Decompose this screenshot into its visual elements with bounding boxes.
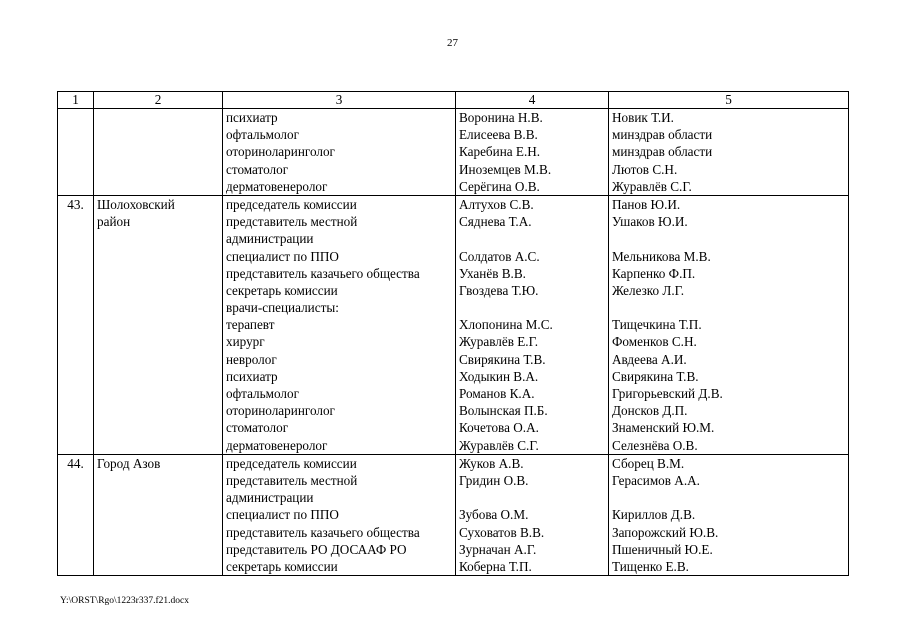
- role-cell-line: дерматовенеролог: [226, 178, 328, 194]
- reserve-member-cell-line: Знаменский Ю.М.: [612, 420, 715, 436]
- main-member-cell-line: Серёгина О.В.: [459, 178, 540, 194]
- role-cell-line: секретарь комиссии: [226, 558, 338, 574]
- reserve-member-cell-line: Герасимов А.А.: [612, 472, 700, 488]
- header-cell-1: 1: [58, 92, 94, 109]
- main-member-cell-line: Романов К.А.: [459, 386, 535, 401]
- role-cell-line: хирург: [226, 334, 265, 350]
- main-member-cell: [456, 454, 609, 575]
- header-cell-5: 5: [609, 92, 849, 109]
- reserve-member-cell-line: Свирякина Т.В.: [612, 368, 699, 384]
- role-cell-line: терапевт: [226, 317, 275, 333]
- district-cell: [94, 195, 223, 454]
- role-cell-line: администрации: [226, 231, 314, 247]
- main-member-cell-line: Зурначан А.Г.: [459, 541, 537, 557]
- role-cell-line: оториноларинголог: [226, 144, 335, 160]
- role-cell-line: стоматолог: [226, 420, 289, 436]
- role-cell-line: оториноларинголог: [226, 403, 335, 419]
- district-cell-line: Шолоховский: [97, 196, 175, 212]
- reserve-member-cell-line: Запорожский Ю.В.: [612, 524, 719, 540]
- role-cell: [223, 454, 456, 575]
- row-number: [58, 109, 94, 196]
- reserve-member-cell-line: Тищечкина Т.П.: [612, 317, 702, 333]
- main-member-cell-line: Жуков А.В.: [459, 455, 524, 471]
- main-member-cell-line: [459, 299, 605, 316]
- role-cell-line: секретарь комиссии: [226, 282, 338, 298]
- header-cell-4: 4: [456, 92, 609, 109]
- reserve-member-cell: [609, 454, 849, 575]
- reserve-member-cell-line: минздрав области: [612, 127, 713, 143]
- main-member-cell-line: Волынская П.Б.: [459, 403, 548, 419]
- reserve-member-cell-line: Кириллов Д.В.: [612, 507, 696, 523]
- district-cell: [94, 454, 223, 575]
- reserve-member-cell-line: Сборец В.М.: [612, 455, 685, 471]
- role-cell-line: представитель казачьего общества: [226, 524, 420, 540]
- header-cell-2: 2: [94, 92, 223, 109]
- main-member-cell: [456, 195, 609, 454]
- main-member-cell-line: Воронина Н.В.: [459, 110, 543, 125]
- main-member-cell-line: Алтухов С.В.: [459, 196, 534, 212]
- table-row: [58, 195, 849, 454]
- main-member-cell-line: [459, 230, 605, 247]
- main-member-cell-line: Зубова О.М.: [459, 507, 529, 523]
- role-cell-line: невролог: [226, 351, 277, 367]
- reserve-member-cell-line: Селезнёва О.В.: [612, 437, 698, 453]
- reserve-member-cell-line: Новик Т.И.: [612, 110, 674, 125]
- role-cell-line: представитель местной: [226, 214, 358, 230]
- main-member-cell-line: Елисеева В.В.: [459, 127, 538, 143]
- reserve-member-cell-line: Ушаков Ю.И.: [612, 214, 688, 230]
- role-cell-line: специалист по ППО: [226, 248, 339, 264]
- district-cell-line: район: [97, 214, 131, 230]
- main-member-cell-line: Хлопонина М.С.: [459, 317, 553, 333]
- table-body: [58, 92, 849, 576]
- reserve-member-cell-line: Донсков Д.П.: [612, 403, 688, 419]
- role-cell-line: представитель казачьего общества: [226, 265, 420, 281]
- main-member-cell-line: Ходыкин В.А.: [459, 368, 539, 384]
- reserve-member-cell-line: Карпенко Ф.П.: [612, 265, 696, 281]
- role-cell-line: врачи-специалисты:: [226, 300, 339, 316]
- role-cell-line: психиатр: [226, 110, 278, 125]
- table-row: [58, 454, 849, 575]
- main-member-cell-line: Коберна Т.П.: [459, 558, 532, 574]
- reserve-member-cell-line: Лютов С.Н.: [612, 161, 678, 177]
- reserve-member-cell-line: [612, 230, 845, 247]
- district-cell-line: Город Азов: [97, 455, 161, 471]
- reserve-member-cell-line: Тищенко Е.В.: [612, 558, 689, 574]
- reserve-member-cell-line: Панов Ю.И.: [612, 196, 681, 212]
- page-number: 27: [447, 37, 458, 49]
- reserve-member-cell-line: Григорьевский Д.В.: [612, 386, 723, 401]
- main-member-cell-line: Кочетова О.А.: [459, 420, 539, 436]
- role-cell-line: председатель комиссии: [226, 196, 357, 212]
- reserve-member-cell-line: Железко Л.Г.: [612, 282, 685, 298]
- reserve-member-cell-line: [612, 299, 845, 316]
- main-member-cell-line: Свирякина Т.В.: [459, 351, 546, 367]
- reserve-member-cell: [609, 195, 849, 454]
- row-number: 44.: [58, 454, 94, 575]
- main-member-cell-line: Сяднева Т.А.: [459, 214, 532, 230]
- main-member-cell-line: Журавлёв Е.Г.: [459, 334, 539, 350]
- role-cell: [223, 109, 456, 196]
- main-member-cell-line: Каребина Е.Н.: [459, 144, 541, 160]
- role-cell-line: специалист по ППО: [226, 507, 339, 523]
- table-header-row: [58, 92, 849, 109]
- file-path-footer: Y:\ORST\Rgo\1223r337.f21.docx: [60, 596, 189, 606]
- reserve-member-cell-line: [612, 489, 845, 506]
- role-cell-line: стоматолог: [226, 161, 289, 177]
- role-cell: [223, 195, 456, 454]
- role-cell-line: представитель местной: [226, 472, 358, 488]
- reserve-member-cell-line: Пшеничный Ю.Е.: [612, 541, 713, 557]
- reserve-member-cell-line: минздрав области: [612, 144, 713, 160]
- table-row: [58, 109, 849, 196]
- role-cell-line: офтальмолог: [226, 386, 299, 401]
- role-cell-line: дерматовенеролог: [226, 437, 328, 453]
- role-cell-line: офтальмолог: [226, 127, 299, 143]
- role-cell-line: психиатр: [226, 368, 278, 384]
- reserve-member-cell-line: Журавлёв С.Г.: [612, 178, 692, 194]
- reserve-member-cell-line: Фоменков С.Н.: [612, 334, 697, 350]
- header-cell-3: 3: [223, 92, 456, 109]
- role-cell-line: представитель РО ДОСААФ РО: [226, 541, 407, 557]
- main-member-cell-line: Суховатов В.В.: [459, 524, 545, 540]
- role-cell-line: председатель комиссии: [226, 455, 357, 471]
- district-cell: [94, 109, 223, 196]
- main-member-cell-line: Гридин О.В.: [459, 472, 529, 488]
- reserve-member-cell-line: Мельникова М.В.: [612, 248, 711, 264]
- main-member-cell-line: Солдатов А.С.: [459, 248, 540, 264]
- main-member-cell-line: Журавлёв С.Г.: [459, 437, 539, 453]
- main-member-cell-line: Уханёв В.В.: [459, 265, 526, 281]
- main-member-cell: [456, 109, 609, 196]
- commission-table: [57, 91, 849, 576]
- main-member-cell-line: [459, 489, 605, 506]
- reserve-member-cell-line: Авдеева А.И.: [612, 351, 687, 367]
- role-cell-line: администрации: [226, 490, 314, 506]
- main-member-cell-line: Гвоздева Т.Ю.: [459, 282, 539, 298]
- row-number: 43.: [58, 195, 94, 454]
- main-member-cell-line: Иноземцев М.В.: [459, 161, 552, 177]
- reserve-member-cell: [609, 109, 849, 196]
